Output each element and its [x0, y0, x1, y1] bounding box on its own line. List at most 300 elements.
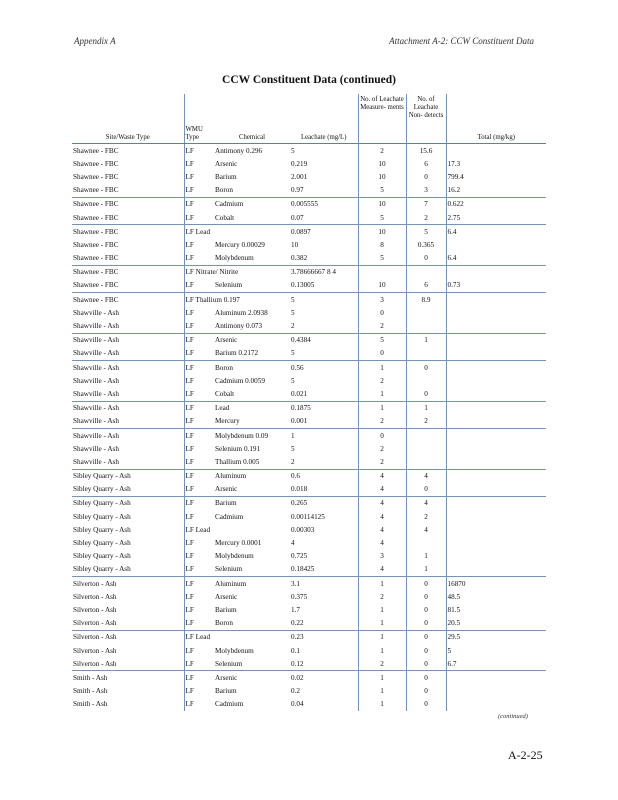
- cell-total: [446, 401, 546, 415]
- col-header-wmu: WMU Type: [184, 94, 214, 144]
- cell-site: Shawville - Ash: [73, 457, 119, 466]
- cell-chem: Barium: [214, 496, 290, 510]
- cell-chem: Boron: [215, 619, 233, 628]
- cell-site: Shawnee - FBC: [72, 225, 184, 239]
- cell-site: Smith - Ash: [72, 671, 184, 685]
- cell-total: 5: [446, 644, 546, 657]
- cell-site: Silverton - Ash: [73, 619, 117, 628]
- cell-leach: 0.00114125: [291, 512, 325, 521]
- cell-total: 16870: [446, 577, 546, 591]
- cell-total: 0.73: [446, 279, 546, 293]
- cell-meas: 5: [358, 252, 406, 266]
- cell-non: 1: [406, 550, 446, 563]
- cell-chem: Cobalt: [215, 213, 235, 222]
- cell-meas: 1: [358, 401, 406, 415]
- cell-meas: 2: [358, 657, 406, 671]
- cell-meas: 4: [358, 563, 406, 577]
- cell-total: [446, 523, 546, 536]
- cell-non: 2: [406, 510, 446, 523]
- cell-non: [406, 455, 446, 469]
- cell-leach: 0.1875: [290, 401, 358, 415]
- table-row: [72, 401, 546, 415]
- cell-leach: 5: [290, 293, 358, 307]
- table-row: [72, 428, 546, 442]
- cell-meas: 1: [358, 617, 406, 631]
- cell-chem: Barium: [215, 172, 237, 181]
- table-row: [72, 617, 546, 631]
- cell-leach: 0.23: [290, 630, 358, 644]
- cell-chem: Arsenic: [214, 671, 290, 685]
- cell-non: 0.365: [406, 238, 446, 251]
- cell-chem: Aluminum: [214, 577, 290, 591]
- table-row: [72, 347, 546, 361]
- cell-leach: 0.2: [291, 687, 300, 696]
- cell-non: 0: [406, 685, 446, 698]
- cell-meas: 0: [358, 347, 406, 361]
- table-row: [72, 630, 546, 644]
- cell-non: 6: [406, 279, 446, 293]
- cell-leach: 0.22: [291, 619, 304, 628]
- cell-wmu: LF: [184, 657, 214, 671]
- cell-total: 17.3: [446, 157, 546, 170]
- cell-total: [446, 510, 546, 523]
- cell-chem: [214, 630, 290, 644]
- cell-total: [446, 347, 546, 361]
- cell-wmu: LF Nitrate/ Nitrite: [184, 265, 214, 279]
- cell-meas: 2: [358, 455, 406, 469]
- cell-total: [446, 563, 546, 577]
- cell-leach: 0.07: [291, 213, 304, 222]
- cell-site: Sibley Quarry - Ash: [72, 496, 184, 510]
- cell-wmu: LF: [184, 170, 214, 183]
- cell-non: 1: [406, 401, 446, 415]
- table-row: [72, 387, 546, 401]
- cell-chem: Boron: [215, 186, 233, 195]
- cell-wmu: LF: [184, 347, 214, 361]
- table-row: [72, 293, 546, 307]
- cell-total: [446, 238, 546, 251]
- cell-site: Sibley Quarry - Ash: [73, 485, 131, 494]
- cell-wmu: LF: [184, 387, 214, 401]
- cell-leach: 0.265: [290, 496, 358, 510]
- table-row: [72, 496, 546, 510]
- cell-site: Shawnee - FBC: [73, 254, 119, 263]
- table-row: [72, 361, 546, 375]
- cell-leach: 4: [291, 539, 295, 548]
- table-row: [72, 657, 546, 671]
- cell-non: 0: [406, 603, 446, 616]
- cell-non: 0: [406, 630, 446, 644]
- cell-site: Sibley Quarry - Ash: [72, 469, 184, 483]
- cell-meas: 3: [358, 550, 406, 563]
- cell-wmu: LF: [184, 157, 214, 170]
- cell-total: [446, 536, 546, 549]
- cell-non: 5: [406, 225, 446, 239]
- cell-wmu: LF: [184, 211, 214, 225]
- cell-leach: 0.04: [291, 700, 304, 709]
- cell-site: Silverton - Ash: [73, 592, 117, 601]
- cell-meas: 1: [358, 577, 406, 591]
- cell-leach: 3.78666667 8 4: [290, 265, 358, 279]
- cell-site: Shawnee - FBC: [72, 265, 184, 279]
- cell-meas: 2: [358, 374, 406, 387]
- table-row: [72, 550, 546, 563]
- cell-leach: 5: [291, 376, 295, 385]
- header-appendix: Appendix A: [74, 36, 116, 46]
- cell-total: 2.75: [446, 211, 546, 225]
- cell-non: 2: [406, 211, 446, 225]
- cell-chem: [214, 225, 290, 239]
- cell-meas: 1: [358, 361, 406, 375]
- cell-meas: 8: [358, 238, 406, 251]
- cell-chem: Cadmium: [214, 197, 290, 211]
- cell-wmu: LF Lead: [184, 630, 214, 644]
- cell-non: 0: [406, 577, 446, 591]
- cell-wmu: LF: [184, 563, 214, 577]
- cell-site: Shawnee - FBC: [72, 293, 184, 307]
- cell-site: Shawnee - FBC: [72, 197, 184, 211]
- cell-meas: 10: [358, 279, 406, 293]
- cell-site: Shawville - Ash: [73, 417, 119, 426]
- col-header-total: Total (mg/kg): [446, 94, 546, 144]
- cell-leach: 5: [291, 349, 295, 358]
- cell-chem: Molybdenum: [215, 552, 254, 561]
- cell-leach: 0.02: [290, 671, 358, 685]
- cell-wmu: LF: [184, 698, 214, 711]
- cell-wmu: LF Lead: [184, 523, 214, 536]
- cell-leach: 2: [291, 322, 295, 331]
- cell-total: 6.4: [446, 252, 546, 266]
- cell-total: [446, 442, 546, 455]
- cell-chem: Aluminum: [214, 469, 290, 483]
- cell-leach: 0.97: [291, 186, 304, 195]
- cell-leach: 0.375: [291, 592, 308, 601]
- cell-wmu: LF: [184, 644, 214, 657]
- cell-non: 1: [406, 333, 446, 347]
- cell-leach: 0.1: [291, 646, 300, 655]
- cell-site: Shawville - Ash: [73, 322, 119, 331]
- cell-chem: Barium: [215, 605, 237, 614]
- cell-wmu: LF: [184, 361, 214, 375]
- cell-wmu: LF: [184, 401, 214, 415]
- cell-site: Shawville - Ash: [72, 428, 184, 442]
- cell-site: Silverton - Ash: [72, 630, 184, 644]
- cell-non: 4: [406, 523, 446, 536]
- cell-wmu: LF Lead: [184, 225, 214, 239]
- cell-leach: 1.7: [291, 605, 300, 614]
- cell-total: [446, 428, 546, 442]
- cell-total: [446, 319, 546, 333]
- cell-meas: 1: [358, 644, 406, 657]
- page-number: A-2-25: [508, 748, 543, 762]
- cell-chem: Molybdenum: [215, 254, 254, 263]
- cell-total: [446, 293, 546, 307]
- cell-wmu: LF: [184, 617, 214, 631]
- cell-meas: [358, 265, 406, 279]
- cell-chem: Lead: [214, 401, 290, 415]
- cell-non: 4: [406, 496, 446, 510]
- cell-total: 0.622: [446, 197, 546, 211]
- cell-wmu: LF: [184, 252, 214, 266]
- cell-non: 15.6: [406, 144, 446, 158]
- cell-site: Sibley Quarry - Ash: [73, 525, 131, 534]
- table-row: [72, 590, 546, 603]
- cell-wmu: LF: [184, 374, 214, 387]
- col-header-nondetects: No. of Leachate Non- detects: [406, 94, 446, 144]
- cell-site: Shawville - Ash: [73, 308, 119, 317]
- cell-wmu: LF: [184, 469, 214, 483]
- cell-site: Sibley Quarry - Ash: [73, 539, 131, 548]
- cell-chem: Selenium: [215, 281, 243, 290]
- cell-meas: 0: [358, 306, 406, 319]
- cell-site: Shawnee - FBC: [73, 240, 119, 249]
- table-header-row: [72, 94, 546, 144]
- cell-site: Shawville - Ash: [72, 401, 184, 415]
- cell-non: 0: [406, 590, 446, 603]
- cell-total: [446, 469, 546, 483]
- cell-non: [406, 347, 446, 361]
- cell-meas: 4: [358, 536, 406, 549]
- cell-wmu: LF: [184, 319, 214, 333]
- cell-chem: Molybdenum 0.09: [214, 428, 290, 442]
- table-row: [72, 563, 546, 577]
- cell-non: [406, 428, 446, 442]
- cell-non: 0: [406, 387, 446, 401]
- cell-non: 0: [406, 657, 446, 671]
- cell-leach: 0.13005: [291, 281, 315, 290]
- cell-total: [446, 144, 546, 158]
- cell-meas: 2: [358, 415, 406, 429]
- cell-wmu: LF: [184, 306, 214, 319]
- cell-chem: Arsenic: [215, 485, 238, 494]
- cell-meas: 0: [358, 428, 406, 442]
- cell-meas: 10: [358, 197, 406, 211]
- cell-meas: 4: [358, 469, 406, 483]
- cell-wmu: LF: [184, 238, 214, 251]
- cell-chem: Arsenic: [214, 333, 290, 347]
- cell-chem: Thallium 0.005: [215, 457, 260, 466]
- cell-non: [406, 374, 446, 387]
- cell-meas: 4: [358, 483, 406, 497]
- cell-non: 4: [406, 469, 446, 483]
- cell-leach: 0.021: [291, 389, 308, 398]
- cell-site: Silverton - Ash: [73, 659, 117, 668]
- cell-chem: Antimony 0.073: [215, 322, 263, 331]
- cell-non: 1: [406, 563, 446, 577]
- cell-meas: 4: [358, 496, 406, 510]
- cell-total: [446, 415, 546, 429]
- cell-total: [446, 387, 546, 401]
- table-row: [72, 442, 546, 455]
- cell-leach: 5: [291, 308, 295, 317]
- table-row: [72, 211, 546, 225]
- cell-total: [446, 483, 546, 497]
- cell-non: 0: [406, 698, 446, 711]
- table-row: [72, 415, 546, 429]
- cell-wmu: LF: [184, 510, 214, 523]
- cell-meas: 5: [358, 333, 406, 347]
- cell-meas: 2: [358, 590, 406, 603]
- cell-site: Shawnee - FBC: [73, 186, 119, 195]
- cell-leach: 0.4384: [290, 333, 358, 347]
- col-header-site: Site/Waste Type: [72, 94, 184, 144]
- cell-wmu: LF: [184, 590, 214, 603]
- table-row: [72, 144, 546, 158]
- header-attachment: Attachment A-2: CCW Constituent Data: [389, 36, 534, 46]
- cell-total: [446, 306, 546, 319]
- cell-leach: 2.001: [291, 172, 308, 181]
- cell-chem: Barium 0.2172: [215, 349, 259, 358]
- table-row: [72, 644, 546, 657]
- table-row: [72, 306, 546, 319]
- cell-wmu: LF: [184, 415, 214, 429]
- cell-total: [446, 550, 546, 563]
- table-row: [72, 577, 546, 591]
- cell-wmu: LF Thallium 0.197: [184, 293, 214, 307]
- cell-site: Shawnee - FBC: [73, 159, 119, 168]
- cell-meas: 5: [358, 184, 406, 198]
- cell-meas: 2: [358, 319, 406, 333]
- cell-chem: Cadmium: [215, 700, 244, 709]
- cell-site: Silverton - Ash: [73, 646, 117, 655]
- table-row: [72, 170, 546, 183]
- cell-meas: 1: [358, 671, 406, 685]
- table-row: [72, 319, 546, 333]
- cell-total: 6.7: [446, 657, 546, 671]
- cell-total: 20.5: [446, 617, 546, 631]
- cell-site: Shawnee - FBC: [73, 213, 119, 222]
- cell-wmu: LF: [184, 333, 214, 347]
- cell-non: 0: [406, 252, 446, 266]
- cell-total: 6.4: [446, 225, 546, 239]
- table-body: [72, 144, 546, 711]
- cell-chem: Aluminum 2.0938: [215, 308, 268, 317]
- cell-total: 799.4: [446, 170, 546, 183]
- cell-non: 0: [406, 361, 446, 375]
- cell-meas: 3: [358, 293, 406, 307]
- cell-leach: 0.219: [291, 159, 308, 168]
- cell-leach: 0.382: [291, 254, 308, 263]
- cell-leach: 0.12: [291, 659, 304, 668]
- table-row: [72, 603, 546, 616]
- table-row: [72, 671, 546, 685]
- cell-non: 0: [406, 617, 446, 631]
- cell-site: Shawville - Ash: [73, 389, 119, 398]
- cell-chem: Selenium: [215, 659, 243, 668]
- cell-non: 0: [406, 644, 446, 657]
- cell-non: [406, 536, 446, 549]
- cell-chem: Selenium 0.191: [215, 444, 261, 453]
- table-row: [72, 685, 546, 698]
- cell-wmu: LF: [184, 671, 214, 685]
- cell-total: 16.2: [446, 184, 546, 198]
- cell-leach: 0.0897: [290, 225, 358, 239]
- cell-chem: Barium: [215, 687, 237, 696]
- table-row: [72, 265, 546, 279]
- cell-site: Shawville - Ash: [73, 376, 119, 385]
- cell-leach: 0.6: [290, 469, 358, 483]
- cell-chem: Cadmium: [215, 512, 244, 521]
- cell-site: Sibley Quarry - Ash: [73, 552, 131, 561]
- col-header-chemical: Chemical: [214, 94, 290, 144]
- table-row: [72, 483, 546, 497]
- page-title: CCW Constituent Data (continued): [222, 74, 396, 86]
- cell-non: [406, 442, 446, 455]
- cell-wmu: LF: [184, 279, 214, 293]
- cell-total: [446, 685, 546, 698]
- cell-wmu: LF: [184, 428, 214, 442]
- cell-total: [446, 361, 546, 375]
- cell-site: Shawnee - FBC: [72, 144, 184, 158]
- table-row: [72, 333, 546, 347]
- cell-chem: [214, 523, 290, 536]
- cell-site: Shawville - Ash: [73, 444, 119, 453]
- cell-leach: 2: [291, 457, 295, 466]
- cell-leach: 0.001: [291, 417, 308, 426]
- cell-meas: 2: [358, 144, 406, 158]
- cell-leach: 0.018: [291, 485, 308, 494]
- cell-chem: Arsenic: [215, 159, 238, 168]
- cell-non: [406, 319, 446, 333]
- cell-meas: 1: [358, 387, 406, 401]
- cell-leach: 0.005555: [290, 197, 358, 211]
- cell-wmu: LF: [184, 536, 214, 549]
- cell-leach: 10: [291, 240, 299, 249]
- cell-total: [446, 333, 546, 347]
- table-row: [72, 469, 546, 483]
- cell-meas: 1: [358, 698, 406, 711]
- continued-note: (continued): [498, 713, 528, 720]
- cell-site: Shawville - Ash: [72, 361, 184, 375]
- cell-wmu: LF: [184, 144, 214, 158]
- cell-non: 0: [406, 170, 446, 183]
- cell-total: 81.5: [446, 603, 546, 616]
- table-row: [72, 374, 546, 387]
- cell-total: [446, 496, 546, 510]
- cell-site: Shawville - Ash: [72, 333, 184, 347]
- cell-wmu: LF: [184, 184, 214, 198]
- cell-leach: 0.56: [290, 361, 358, 375]
- cell-meas: 1: [358, 685, 406, 698]
- cell-site: Shawnee - FBC: [73, 281, 119, 290]
- table-row: [72, 157, 546, 170]
- cell-chem: Selenium: [215, 565, 243, 574]
- table-row: [72, 252, 546, 266]
- cell-site: Silverton - Ash: [72, 577, 184, 591]
- cell-leach: 0.18425: [291, 565, 315, 574]
- cell-wmu: LF: [184, 483, 214, 497]
- cell-non: 0: [406, 671, 446, 685]
- cell-meas: 10: [358, 225, 406, 239]
- cell-wmu: LF: [184, 496, 214, 510]
- table-row: [72, 238, 546, 251]
- cell-site: Smith - Ash: [73, 687, 108, 696]
- cell-wmu: LF: [184, 197, 214, 211]
- cell-meas: 1: [358, 630, 406, 644]
- cell-total: [446, 455, 546, 469]
- table-row: [72, 184, 546, 198]
- cell-site: Smith - Ash: [73, 700, 108, 709]
- table-row: [72, 455, 546, 469]
- cell-chem: Molybdenum: [215, 646, 254, 655]
- cell-chem: Cobalt: [215, 389, 235, 398]
- cell-leach: 0.725: [291, 552, 308, 561]
- cell-meas: 2: [358, 442, 406, 455]
- table-row: [72, 536, 546, 549]
- table-row: [72, 197, 546, 211]
- cell-chem: Mercury 0.00029: [215, 240, 265, 249]
- cell-meas: 5: [358, 211, 406, 225]
